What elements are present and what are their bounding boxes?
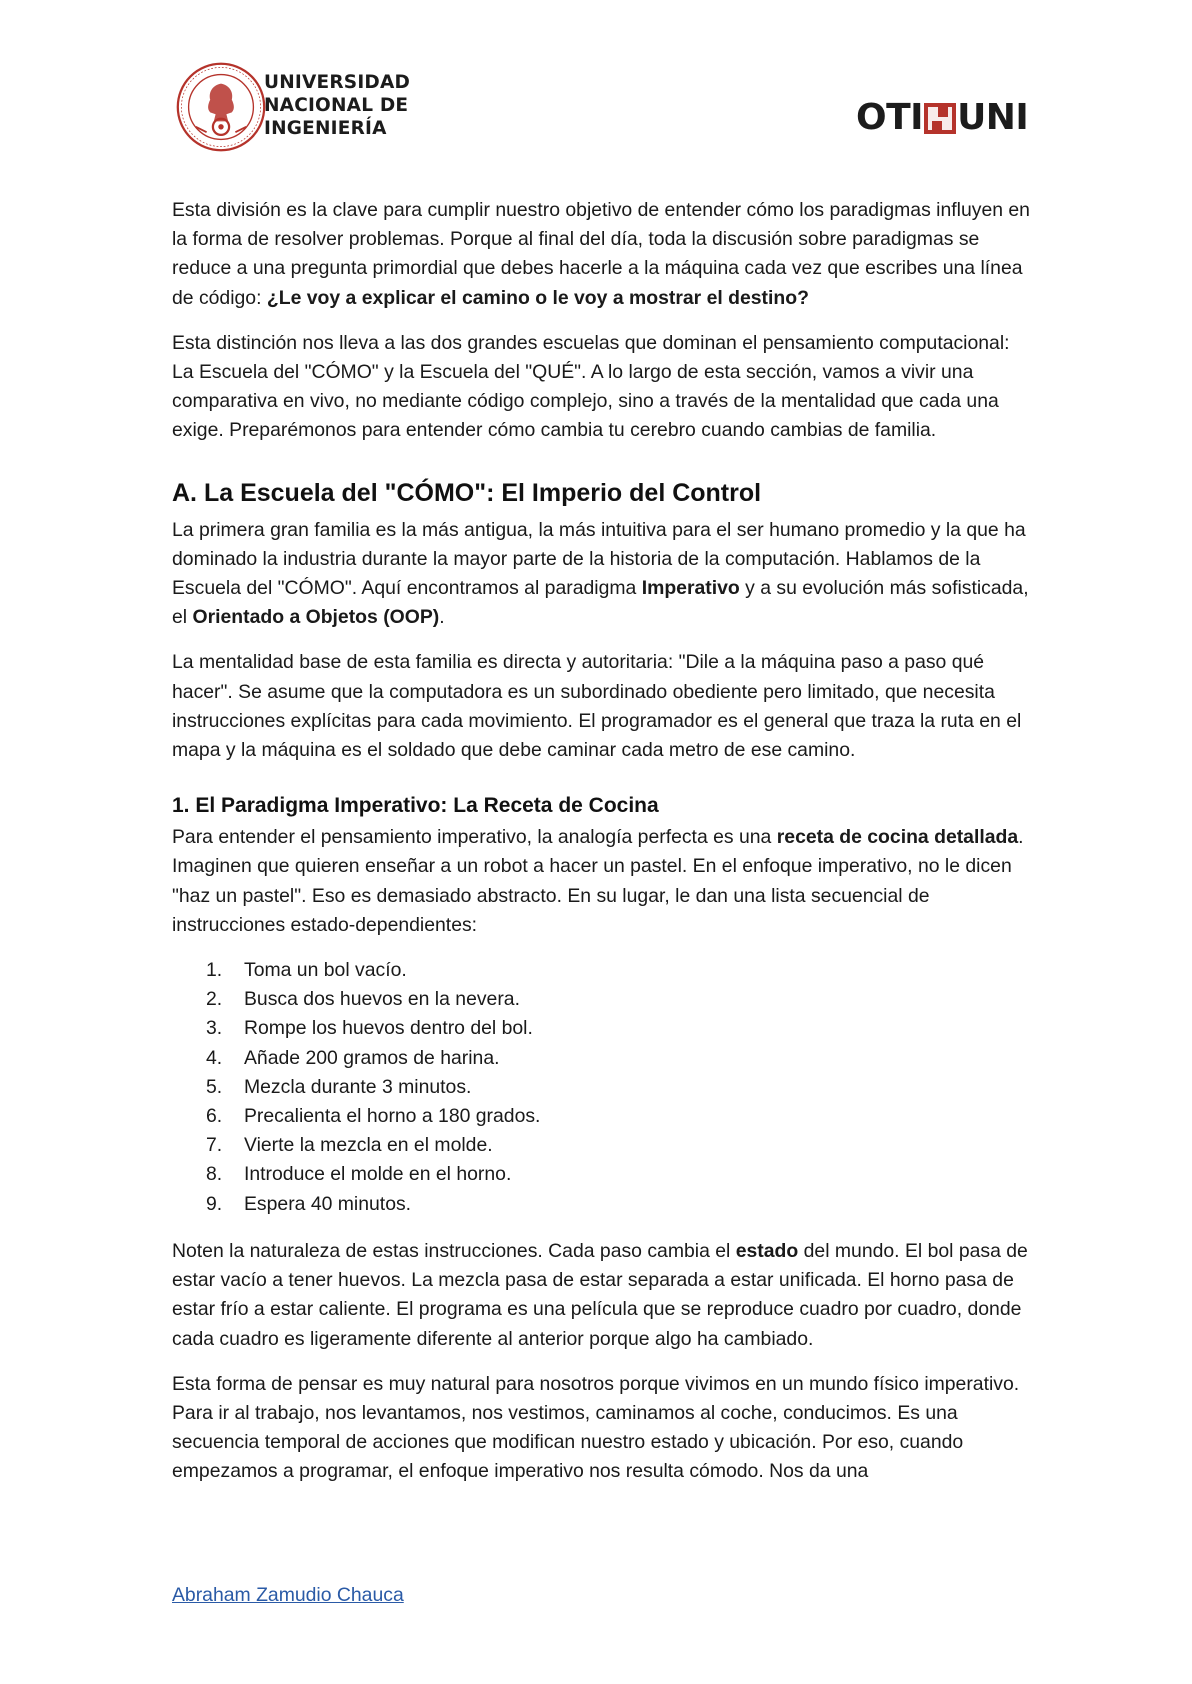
list-item: 9. Espera 40 minutos. xyxy=(206,1192,412,1215)
list-item: 7. Vierte la mezcla en el molde. xyxy=(206,1134,493,1157)
university-seal-icon xyxy=(176,62,266,152)
term-receta: receta de cocina detallada xyxy=(776,826,1019,849)
uni-logo-text: UNI xyxy=(957,97,1029,138)
list-item: 2. Busca dos huevos en la nevera. xyxy=(206,988,520,1011)
paragraph xyxy=(172,196,1032,313)
university-name xyxy=(264,71,410,140)
section-heading: A. La Escuela del "CÓMO": El Imperio del Control xyxy=(172,478,762,507)
term-oop: Orientado a Objetos (OOP) xyxy=(192,606,440,629)
paragraph: Esta distinción nos lleva a las dos grandes escuelas que dominan el pensamiento computacional: La Escuela del "CÓMO" y la Escuela del "QUÉ". A lo largo de esta sección, vamos a vivir una comparativa en vivo, no mediante código complejo, sino a través de la mentalidad que cada una exige. Preparémonos para entender cómo cambia tu cerebro cuando cambias de familia. xyxy=(172,331,1010,442)
oti-logo-text: OTI xyxy=(856,97,924,138)
list-item: 5. Mezcla durante 3 minutos. xyxy=(206,1075,472,1098)
oti-brand-mark-icon xyxy=(924,103,956,134)
subsection-heading: 1. El Paradigma Imperativo: La Receta de Cocina xyxy=(172,794,659,818)
paragraph-text: Esta división es la clave para cumplir nuestro objetivo de entender cómo los paradigmas influyen en la forma de resolver problemas. Porque al final del día, toda la discusión sobre paradigmas se reduce a una pregunta primordial que debes hacerle a la máquina cada vez que escribes una línea de código: xyxy=(172,199,1030,309)
university-name-line: UNIVERSIDAD xyxy=(264,72,411,93)
author-link[interactable]: Abraham Zamudio Chauca xyxy=(172,1584,404,1606)
key-question: ¿Le voy a explicar el camino o le voy a mostrar el destino? xyxy=(266,286,809,309)
recipe-steps-list xyxy=(172,956,1032,1219)
paragraph: La primera gran familia es la más antigua, la más intuitiva para el ser humano promedio y la que ha dominado la industria durante la mayor parte de la historia de la computación. Hablamos de la Escuela del "CÓMO". Aquí encontramos al paradigma Imperativo y a su evolución más sofisticada, el Orientado a Objetos (OOP). xyxy=(172,518,1029,629)
list-item: 8. Introduce el molde en el horno. xyxy=(206,1163,512,1186)
list-item: 1. Toma un bol vacío. xyxy=(206,959,407,982)
list-item: 4. Añade 200 gramos de harina. xyxy=(206,1046,500,1069)
page-header xyxy=(0,0,1192,170)
document-body xyxy=(172,196,1032,1503)
list-item: 6. Precalienta el horno a 180 grados. xyxy=(206,1105,541,1128)
list-item: 3. Rompe los huevos dentro del bol. xyxy=(206,1017,533,1040)
paragraph: La mentalidad base de esta familia es directa y autoritaria: "Dile a la máquina paso a paso qué hacer". Se asume que la computadora es un subordinado obediente pero limitado, que necesita instrucciones explícitas para cada movimiento. El programador es el general que traza la ruta en el mapa y la máquina es el soldado que debe caminar cada metro de ese camino. xyxy=(172,651,1022,762)
paragraph: Esta forma de pensar es muy natural para nosotros porque vivimos en un mundo físico imperativo. Para ir al trabajo, nos levantamos, nos vestimos, caminamos al coche, conducimos. Es una secuencia temporal de acciones que modifican nuestro estado y ubicación. Por eso, cuando empezamos a programar, el enfoque imperativo nos resulta cómodo. Nos da una xyxy=(172,1372,1020,1483)
term-imperativo: Imperativo xyxy=(641,577,740,600)
term-estado: estado xyxy=(735,1239,799,1262)
oti-uni-logo xyxy=(856,97,1029,138)
paragraph: Noten la naturaleza de estas instrucciones. Cada paso cambia el estado del mundo. El bol pasa de estar vacío a tener huevos. La mezcla pasa de estar separada a estar unificada. El horno pasa de estar frío a estar caliente. El programa es una película que se reproduce cuadro por cuadro, donde cada cuadro es ligeramente diferente al anterior porque algo ha cambiado. xyxy=(172,1239,1028,1350)
university-name-line: NACIONAL DE xyxy=(264,95,409,116)
paragraph: Para entender el pensamiento imperativo, la analogía perfecta es una receta de cocina detallada. Imaginen que quieren enseñar a un robot a hacer un pastel. En el enfoque imperativo, no le dicen "haz un pastel". Eso es demasiado abstracto. En su lugar, le dan una lista secuencial de instrucciones estado-dependientes: xyxy=(172,826,1024,936)
university-name-line: INGENIERÍA xyxy=(264,118,387,139)
